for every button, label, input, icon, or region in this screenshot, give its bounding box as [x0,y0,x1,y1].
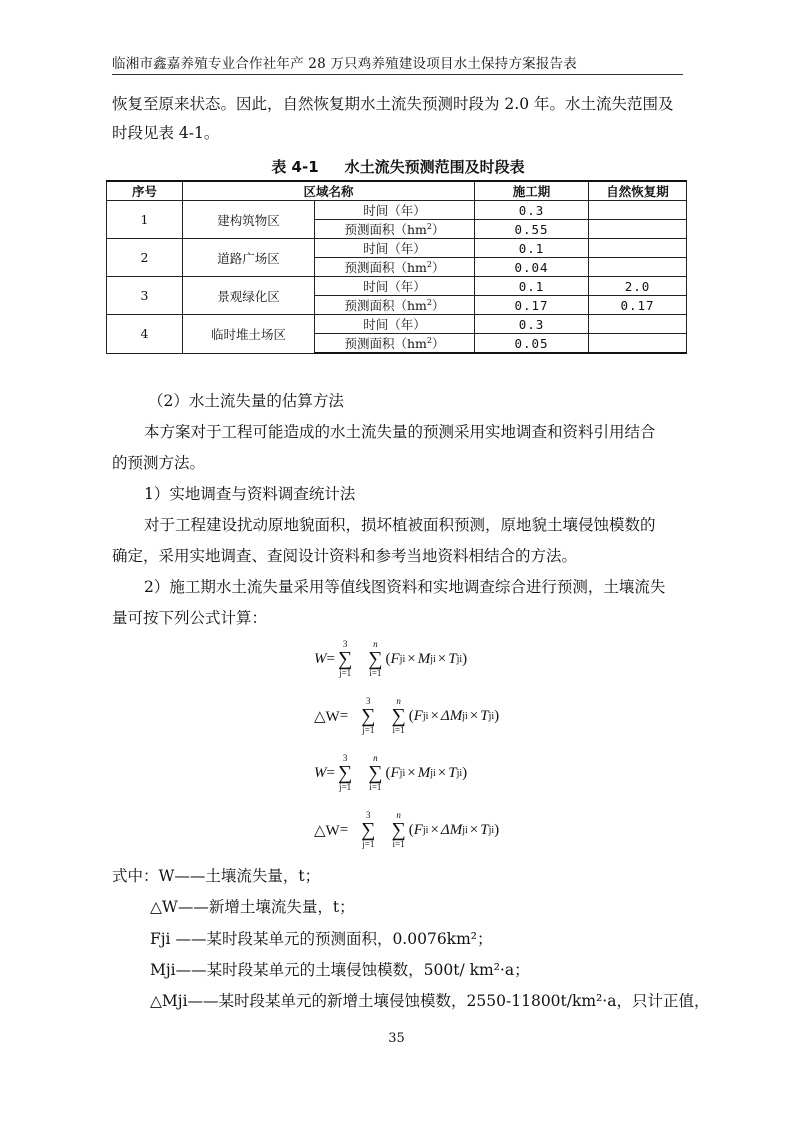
page-number: 35 [388,1031,405,1046]
formula-w-1: W = 3 ∑ j=1 n ∑ i=1 ( F ji × M ji × T ji ) [314,639,468,678]
time-label: 时间（年） [315,201,475,220]
area-recovery [589,258,687,277]
table-number: 表 4-1 [271,158,319,176]
sum-j: 3 ∑ j=1 [361,696,376,735]
row-area: 临时堆土场区 [183,315,315,354]
sum-i: n ∑ i=1 [368,639,383,678]
sum-i: n ∑ i=1 [368,753,383,792]
area-label: 预测面积$(hm^2)$ [315,220,475,239]
area-recovery [589,220,687,239]
area-construction: 0.55 [475,220,589,239]
table-title: 水土流失预测范围及时段表 [344,158,525,176]
intro-line-2: 时段见表 4-1。 [112,124,220,142]
time-recovery [589,315,687,334]
formula-w-2: W = 3 ∑ j=1 n ∑ i=1 ( F ji × M ji × T ji ) [314,753,468,792]
sum-j: 3 ∑ j=1 [361,810,376,849]
header-recovery: 自然恢复期 [589,181,687,201]
area-label: 预测面积$(hm^2)$ [315,258,475,277]
sum-i: n ∑ i=1 [391,810,406,849]
area-construction: 0.05 [475,334,589,354]
area-construction: 0.17 [475,296,589,315]
area-recovery [589,334,687,354]
section-heading: （2）水土流失量的估算方法 [148,392,344,410]
sum-j: 3 ∑ j=1 [337,753,353,792]
time-label: 时间（年） [315,239,475,258]
row-no: 4 [107,315,183,354]
time-construction: 0.1 [475,239,589,258]
running-header: 临湘市鑫嘉养殖专业合作社年产 28 万只鸡养殖建设项目水土保持方案报告表 [112,56,577,72]
sum-i: n ∑ i=1 [391,696,406,735]
time-construction: 0.3 [475,315,589,334]
list-item-1: 1）实地调查与资料调查统计法 [144,485,356,503]
row-no: 3 [107,277,183,315]
area-recovery: 0.17 [589,296,687,315]
table-header-row [107,181,687,201]
paragraph-2-line-1: 对于工程建设扰动原地貌面积，损坏植被面积预测，原地貌土壤侵蚀模数的 [144,516,656,534]
area-construction: 0.04 [475,258,589,277]
row-no: 1 [107,201,183,239]
sum-j: 3 ∑ j=1 [337,639,353,678]
paragraph-1-line-1: 本方案对于工程可能造成的水土流失量的预测采用实地调查和资料引用结合 [144,423,656,441]
header-construction: 施工期 [475,181,589,201]
time-label: 时间（年） [315,277,475,296]
intro-line-1: 恢复至原来状态。因此，自然恢复期水土流失预测时段为 2.0 年。水土流失范围及 [112,95,674,113]
definition-w: 式中：W——土壤流失量，t； [112,867,321,885]
time-recovery [589,239,687,258]
header-no: 序号 [107,181,183,201]
table-caption [112,156,684,177]
area-label: 预测面积$(hm^2)$ [315,334,475,354]
time-construction: 0.3 [475,201,589,220]
table-row [107,315,687,334]
area-label: 预测面积$(hm^2)$ [315,296,475,315]
definition-fji: Fji ——某时段某单元的预测面积，0.0076km²； [150,930,493,948]
row-area: 道路广场区 [183,239,315,277]
definition-delta-mji: △Mji——某时段某单元的新增土壤侵蚀模数，2550-11800t/km²·a，只计正值， [150,992,710,1010]
header-rule [112,74,683,75]
time-construction: 0.1 [475,277,589,296]
time-recovery [589,201,687,220]
row-no: 2 [107,239,183,277]
table-row [107,277,687,296]
formula-delta-w-2: △W = 3 ∑ j=1 n ∑ i=1 ( F ji × ΔM ji × T ji ) [314,810,500,849]
paragraph-1-line-2: 的预测方法。 [112,454,206,472]
row-area: 建构筑物区 [183,201,315,239]
header-area: 区域名称 [183,181,475,201]
time-label: 时间（年） [315,315,475,334]
erosion-period-table [106,180,687,354]
definition-delta-w: △W——新增土壤流失量，t； [150,898,355,916]
row-area: 景观绿化区 [183,277,315,315]
paragraph-3-line-1: 2）施工期水土流失量采用等值线图资料和实地调查综合进行预测，土壤流失 [144,578,666,596]
paragraph-2-line-2: 确定，采用实地调查、查阅设计资料和参考当地资料相结合的方法。 [112,547,578,565]
paragraph-3-line-2: 量可按下列公式计算： [112,609,268,627]
table-row [107,239,687,258]
time-recovery: 2.0 [589,277,687,296]
formula-delta-w-1: △W = 3 ∑ j=1 n ∑ i=1 ( F ji × ΔM ji × T ji ) [314,696,500,735]
definition-mji: Mji——某时段某单元的土壤侵蚀模数，500t/ km²·a； [150,961,530,979]
table-row [107,201,687,220]
